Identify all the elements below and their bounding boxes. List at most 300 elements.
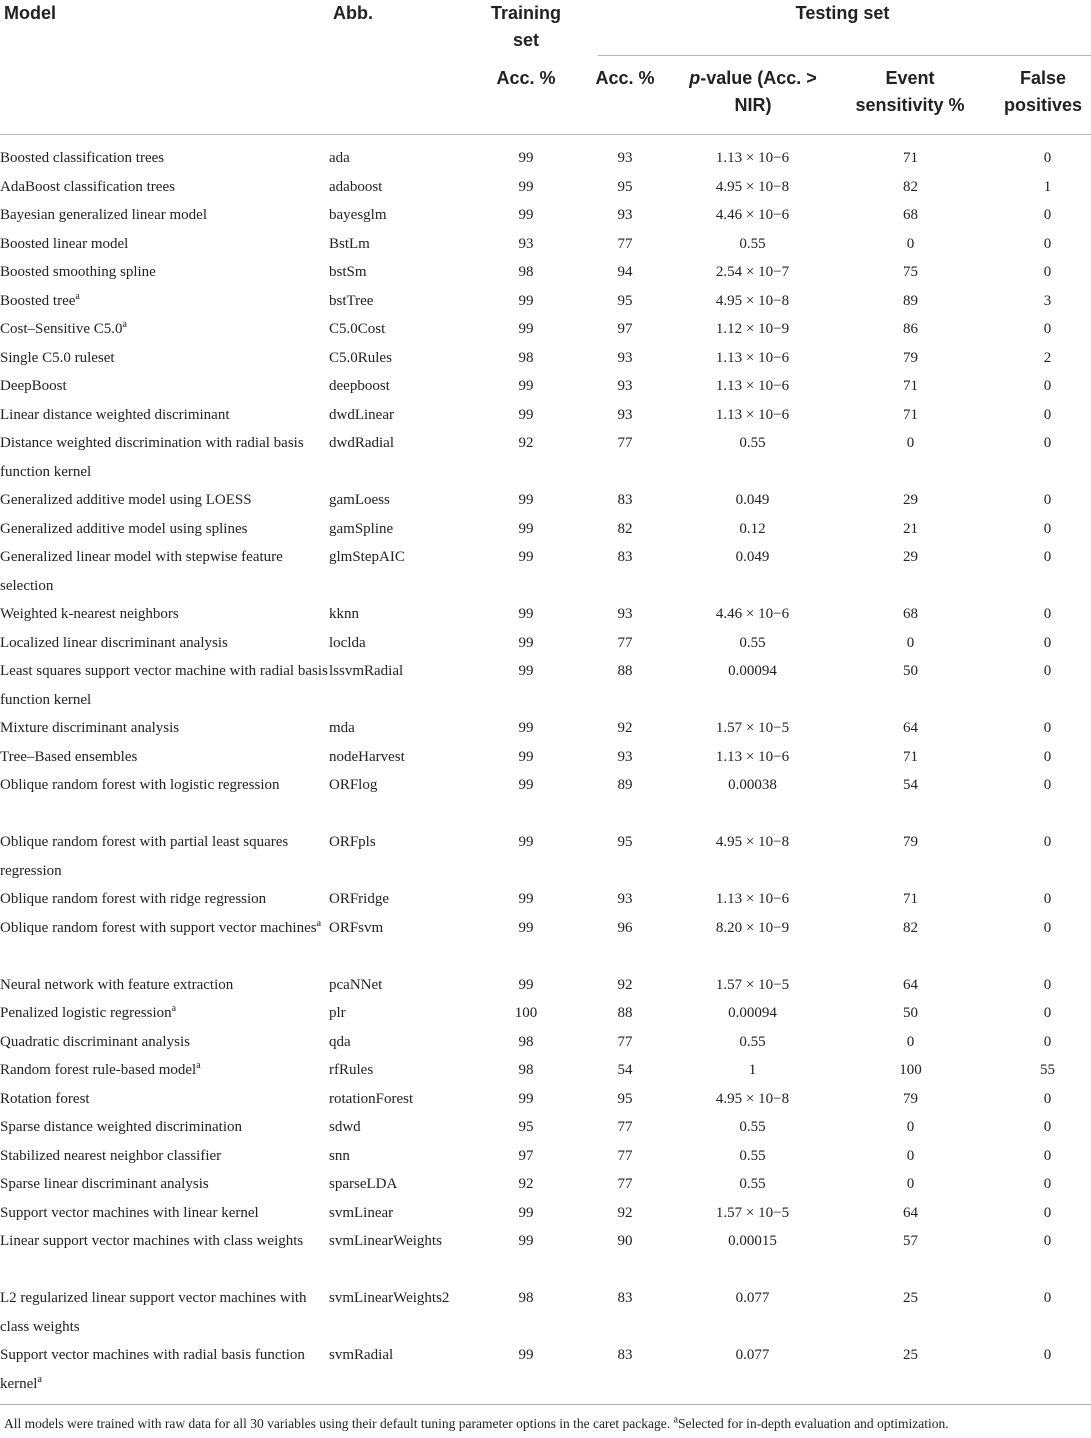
model-cell: Sparse distance weighted discrimination — [0, 1119, 243, 1135]
header-event-sensitivity: Event sensitivity % — [855, 68, 965, 115]
test-acc-cell: 92 — [617, 720, 633, 736]
header-bottom-rule — [0, 134, 1091, 135]
train-acc-cell: 98 — [518, 264, 534, 280]
false-positives-cell: 0 — [1043, 634, 1052, 651]
abb-cell: ada — [329, 150, 350, 166]
test-acc-cell: 93 — [617, 378, 633, 394]
model-cell: Random forest rule-based model$^a$ — [0, 1060, 201, 1078]
table-row — [0, 1113, 1091, 1142]
abb-cell: loclda — [329, 634, 366, 651]
event-sensitivity-cell: 68 — [903, 606, 918, 622]
false-positives-cell: 0 — [1043, 748, 1052, 765]
event-sensitivity-cell: 82 — [903, 919, 918, 936]
model-cell: Quadratic discriminant analysis — [0, 1033, 190, 1050]
false-positives-cell: 0 — [1043, 976, 1052, 993]
train-acc-cell: 99 — [518, 406, 534, 423]
pvalue-cell: 0.55 — [739, 634, 766, 651]
table-row — [0, 629, 1091, 658]
table-row — [0, 258, 1091, 287]
false-positives-cell: 0 — [1043, 549, 1052, 565]
abb-cell: C5.0Rules — [329, 349, 392, 366]
pvalue-cell: 0.55 — [739, 1033, 766, 1050]
pvalue-cell: 0.55 — [739, 1176, 766, 1192]
table-row — [0, 287, 1091, 316]
test-acc-cell: 93 — [617, 606, 633, 622]
abb-cell: bayesglm — [329, 207, 387, 223]
test-acc-cell: 77 — [617, 634, 633, 651]
abb-cell: gamSpline — [329, 520, 394, 537]
false-positives-cell: 1 — [1043, 178, 1052, 195]
pvalue-cell: 1.13 × 10−6 — [715, 748, 790, 765]
table-row — [0, 543, 1091, 600]
table-row — [0, 999, 1091, 1028]
test-acc-cell: 88 — [617, 663, 633, 679]
model-cell: Stabilized nearest neighbor classifier — [0, 1147, 222, 1164]
results-table-body — [0, 144, 1091, 1398]
event-sensitivity-cell: 0 — [906, 634, 915, 651]
table-row — [0, 1056, 1091, 1085]
event-sensitivity-cell: 100 — [899, 1062, 922, 1078]
header-false-positives: False positives — [1003, 68, 1083, 115]
model-cell: Distance weighted discrimination with radial basis function kernel — [0, 435, 304, 480]
model-cell: Mixture discriminant analysis — [0, 720, 180, 736]
pvalue-cell: 0.077 — [735, 1290, 770, 1306]
pvalue-cell: 1 — [748, 1062, 757, 1078]
train-acc-cell: 93 — [518, 235, 534, 252]
table-row — [0, 1028, 1091, 1057]
event-sensitivity-cell: 0 — [906, 1119, 915, 1135]
model-cell: Boosted smoothing spline — [0, 264, 156, 280]
abb-cell: rfRules — [329, 1062, 374, 1078]
event-sensitivity-cell: 0 — [906, 1176, 915, 1192]
false-positives-cell: 55 — [1040, 1062, 1055, 1078]
model-cell: DeepBoost — [0, 378, 67, 394]
pvalue-cell: 0.00038 — [728, 777, 777, 793]
abb-cell: BstLm — [329, 235, 370, 252]
test-acc-cell: 92 — [617, 1204, 633, 1221]
train-acc-cell: 99 — [518, 891, 534, 907]
test-acc-cell: 95 — [617, 1090, 633, 1107]
test-acc-cell: 83 — [617, 549, 633, 565]
model-cell: Sparse linear discriminant analysis — [0, 1176, 209, 1192]
abb-cell: mda — [329, 720, 355, 736]
pvalue-cell: 0.00094 — [728, 663, 777, 679]
train-acc-cell: 100 — [514, 1005, 538, 1021]
abb-cell: pcaNNet — [329, 976, 383, 993]
abb-cell: rotationForest — [329, 1090, 414, 1107]
event-sensitivity-cell: 79 — [903, 349, 918, 366]
table-row — [0, 486, 1091, 515]
model-cell: Single C5.0 ruleset — [0, 349, 115, 366]
train-acc-cell: 99 — [518, 1233, 534, 1249]
train-acc-cell: 99 — [518, 777, 534, 793]
test-acc-cell: 77 — [617, 235, 633, 252]
false-positives-cell: 0 — [1043, 1090, 1052, 1107]
abb-cell: svmLinearWeights — [329, 1233, 442, 1249]
pvalue-cell: 0.55 — [739, 1147, 766, 1164]
table-row — [0, 429, 1091, 486]
test-acc-cell: 93 — [617, 349, 633, 366]
pvalue-cell: 2.54 × 10−7 — [715, 264, 790, 280]
table-row — [0, 515, 1091, 544]
pvalue-cell: 4.95 × 10−8 — [715, 292, 790, 309]
event-sensitivity-cell: 79 — [903, 834, 918, 850]
event-sensitivity-cell: 89 — [903, 292, 918, 309]
abb-cell: ORFsvm — [329, 919, 384, 936]
train-acc-cell: 99 — [518, 520, 534, 537]
pvalue-cell: 1.13 × 10−6 — [715, 349, 790, 366]
false-positives-cell: 0 — [1043, 207, 1052, 223]
model-cell: Support vector machines with radial basis function kernel$^a$ — [0, 1347, 305, 1392]
footnote-marker: a — [171, 1003, 177, 1014]
table-row — [0, 971, 1091, 1000]
header-training-set: Training set — [490, 3, 561, 50]
false-positives-cell: 0 — [1043, 406, 1052, 423]
model-cell: Penalized logistic regression$^a$ — [0, 1003, 177, 1021]
test-acc-cell: 92 — [617, 976, 633, 993]
table-row — [0, 372, 1091, 401]
footnote-marker: a — [75, 290, 80, 302]
train-acc-cell: 99 — [518, 1347, 534, 1363]
model-cell: Boosted classification trees — [0, 150, 165, 166]
train-acc-cell: 99 — [518, 492, 534, 508]
results-table — [0, 144, 1091, 1398]
model-cell: Oblique random forest with support vector machines$^a$ — [0, 917, 322, 936]
abb-cell: ORFlog — [329, 777, 378, 793]
test-acc-cell: 95 — [617, 178, 633, 195]
false-positives-cell: 2 — [1043, 349, 1052, 366]
table-row — [0, 743, 1091, 772]
false-positives-cell: 0 — [1043, 1176, 1052, 1192]
model-cell: Cost–Sensitive C5.0$^a$ — [0, 319, 127, 337]
train-acc-cell: 99 — [518, 606, 534, 622]
model-cell: Tree–Based ensembles — [0, 748, 138, 765]
table-row — [0, 173, 1091, 202]
train-acc-cell: 99 — [518, 150, 534, 166]
test-acc-cell: 97 — [617, 321, 633, 337]
abb-cell: svmLinearWeights2 — [329, 1290, 450, 1306]
train-acc-cell: 98 — [518, 1033, 534, 1050]
event-sensitivity-cell: 25 — [903, 1347, 918, 1363]
false-positives-cell: 0 — [1043, 150, 1052, 166]
table-bottom-rule — [0, 1404, 1091, 1405]
train-acc-cell: 99 — [518, 720, 534, 736]
pvalue-cell: 4.95 × 10−8 — [715, 178, 790, 195]
abb-cell: kknn — [329, 606, 359, 622]
event-sensitivity-cell: 21 — [903, 520, 918, 537]
abb-cell: nodeHarvest — [329, 748, 405, 765]
train-acc-cell: 99 — [518, 292, 534, 309]
train-acc-cell: 99 — [518, 378, 534, 394]
header-testing-set: Testing set — [795, 3, 890, 23]
event-sensitivity-cell: 29 — [903, 492, 918, 508]
false-positives-cell: 0 — [1043, 1347, 1052, 1363]
table-row — [0, 1170, 1091, 1199]
false-positives-cell: 0 — [1043, 1290, 1052, 1306]
train-acc-cell: 99 — [518, 748, 534, 765]
table-row — [0, 1142, 1091, 1171]
abb-cell: dwdRadial — [329, 435, 394, 451]
table-row — [0, 714, 1091, 743]
test-acc-cell: 93 — [617, 150, 633, 166]
pvalue-cell: 4.95 × 10−8 — [715, 1090, 790, 1107]
abb-cell: bstTree — [329, 292, 374, 309]
false-positives-cell: 0 — [1043, 435, 1052, 451]
event-sensitivity-cell: 71 — [903, 748, 918, 765]
pvalue-cell: 1.13 × 10−6 — [715, 406, 790, 423]
table-row — [0, 401, 1091, 430]
pvalue-cell: 1.57 × 10−5 — [715, 976, 790, 993]
event-sensitivity-cell: 64 — [903, 976, 918, 993]
test-acc-cell: 77 — [617, 435, 633, 451]
table-row — [0, 828, 1091, 885]
train-acc-cell: 99 — [518, 1090, 534, 1107]
abb-cell: gamLoess — [329, 492, 390, 508]
pvalue-cell: 0.55 — [739, 235, 766, 252]
event-sensitivity-cell: 82 — [903, 178, 918, 195]
abb-cell: C5.0Cost — [329, 321, 386, 337]
event-sensitivity-cell: 54 — [903, 777, 918, 793]
abb-cell: glmStepAIC — [329, 549, 405, 565]
pvalue-cell: 1.12 × 10−9 — [715, 321, 790, 337]
train-acc-cell: 99 — [518, 207, 534, 223]
pvalue-cell: 4.46 × 10−6 — [715, 606, 790, 622]
table-row — [0, 600, 1091, 629]
event-sensitivity-cell: 0 — [906, 1033, 915, 1050]
false-positives-cell: 0 — [1043, 834, 1052, 850]
model-cell: Localized linear discriminant analysis — [0, 634, 228, 651]
test-acc-cell: 83 — [617, 1290, 633, 1306]
test-acc-cell: 77 — [617, 1033, 633, 1050]
test-acc-cell: 83 — [617, 492, 633, 508]
model-cell: Least squares support vector machine with radial basis function kernel — [0, 663, 328, 708]
train-acc-cell: 99 — [518, 634, 534, 651]
event-sensitivity-cell: 71 — [903, 150, 918, 166]
false-positives-cell: 0 — [1043, 264, 1052, 280]
test-acc-cell: 54 — [617, 1062, 633, 1078]
false-positives-cell: 0 — [1043, 1204, 1052, 1221]
train-acc-cell: 99 — [518, 834, 534, 850]
model-cell: Linear support vector machines with class weights — [0, 1233, 304, 1249]
train-acc-cell: 98 — [518, 1290, 534, 1306]
train-acc-cell: 92 — [518, 435, 534, 451]
header-model: Model — [4, 3, 56, 23]
train-acc-cell: 99 — [518, 549, 534, 565]
pvalue-cell: 0.00094 — [728, 1005, 777, 1021]
event-sensitivity-cell: 71 — [903, 406, 918, 423]
table-row — [0, 1227, 1091, 1284]
footnote-marker: a — [316, 917, 322, 929]
event-sensitivity-cell: 0 — [906, 1147, 915, 1164]
abb-cell: deepboost — [329, 378, 390, 394]
footnote: All models were trained with raw data for all 30 variables using their default tuning parameter options in the caret package. $^a$Selected for in-depth evaluation and optimization. — [4, 1414, 949, 1431]
model-cell: Generalized additive model using LOESS — [0, 492, 252, 508]
pvalue-cell: 0.55 — [739, 1119, 766, 1135]
train-acc-cell: 98 — [518, 1062, 534, 1078]
abb-cell: qda — [329, 1033, 351, 1050]
test-acc-cell: 82 — [617, 520, 633, 537]
abb-cell: snn — [329, 1147, 350, 1164]
test-acc-cell: 93 — [617, 406, 633, 423]
false-positives-cell: 0 — [1043, 891, 1052, 907]
false-positives-cell: 3 — [1043, 292, 1052, 309]
event-sensitivity-cell: 25 — [903, 1290, 918, 1306]
table-row — [0, 1341, 1091, 1398]
false-positives-cell: 0 — [1043, 606, 1052, 622]
model-cell: Rotation forest — [0, 1090, 90, 1107]
model-cell: Generalized additive model using splines — [0, 520, 248, 537]
pvalue-cell: 0.55 — [739, 435, 766, 451]
abb-cell: ORFridge — [329, 891, 389, 907]
event-sensitivity-cell: 71 — [903, 378, 918, 394]
pvalue-cell: 0.049 — [735, 492, 770, 508]
train-acc-cell: 99 — [518, 178, 534, 195]
test-acc-cell: 83 — [617, 1347, 633, 1363]
abb-cell: sparseLDA — [329, 1176, 398, 1192]
pvalue-cell: 1.57 × 10−5 — [715, 1204, 790, 1221]
train-acc-cell: 99 — [518, 976, 534, 993]
pvalue-cell: 8.20 × 10−9 — [715, 919, 790, 936]
train-acc-cell: 99 — [518, 663, 534, 679]
test-acc-cell: 95 — [617, 292, 633, 309]
model-cell: Boosted linear model — [0, 235, 129, 252]
model-cell: Neural network with feature extraction — [0, 976, 234, 993]
event-sensitivity-cell: 64 — [903, 720, 918, 736]
event-sensitivity-cell: 29 — [903, 549, 918, 565]
train-acc-cell: 99 — [518, 321, 534, 337]
table-row — [0, 885, 1091, 914]
test-acc-cell: 89 — [617, 777, 633, 793]
model-cell: Support vector machines with linear kernel — [0, 1204, 259, 1221]
table-row — [0, 144, 1091, 173]
test-acc-cell: 93 — [617, 891, 633, 907]
train-acc-cell: 97 — [518, 1147, 534, 1164]
header-abb: Abb. — [333, 3, 373, 23]
model-cell: AdaBoost classification trees — [0, 178, 175, 195]
event-sensitivity-cell: 57 — [903, 1233, 918, 1249]
table-row — [0, 201, 1091, 230]
event-sensitivity-cell: 86 — [903, 321, 918, 337]
event-sensitivity-cell: 0 — [906, 235, 915, 252]
event-sensitivity-cell: 71 — [903, 891, 918, 907]
test-acc-cell: 94 — [617, 264, 633, 280]
test-acc-cell: 93 — [617, 207, 633, 223]
abb-cell: plr — [329, 1005, 346, 1021]
false-positives-cell: 0 — [1043, 1147, 1052, 1164]
pvalue-cell: 1.57 × 10−5 — [715, 720, 790, 736]
model-cell: Oblique random forest with ridge regression — [0, 891, 267, 907]
test-acc-cell: 88 — [617, 1005, 633, 1021]
train-acc-cell: 98 — [518, 349, 534, 366]
false-positives-cell: 0 — [1043, 1005, 1052, 1021]
test-acc-cell: 95 — [617, 834, 633, 850]
model-cell: Generalized linear model with stepwise feature selection — [0, 549, 283, 594]
testing-set-rule — [598, 55, 1091, 56]
test-acc-cell: 77 — [617, 1147, 633, 1164]
footnote-marker: a — [37, 1373, 42, 1385]
train-acc-cell: 92 — [518, 1176, 534, 1192]
footnote-marker: a — [196, 1060, 201, 1071]
abb-cell: svmRadial — [329, 1347, 394, 1363]
event-sensitivity-cell: 75 — [903, 264, 918, 280]
train-acc-cell: 95 — [518, 1119, 534, 1135]
abb-cell: bstSm — [329, 264, 367, 280]
false-positives-cell: 0 — [1043, 777, 1052, 793]
event-sensitivity-cell: 79 — [903, 1090, 918, 1107]
event-sensitivity-cell: 50 — [903, 663, 918, 679]
table-row — [0, 1199, 1091, 1228]
false-positives-cell: 0 — [1043, 235, 1052, 252]
model-cell: L2 regularized linear support vector machines with class weights — [0, 1290, 307, 1335]
false-positives-cell: 0 — [1043, 520, 1052, 537]
table-row — [0, 1284, 1091, 1341]
false-positives-cell: 0 — [1043, 492, 1052, 508]
footnote-marker: a — [122, 319, 127, 330]
model-cell: Oblique random forest with logistic regression — [0, 777, 280, 793]
model-cell: Bayesian generalized linear model — [0, 207, 207, 223]
abb-cell: dwdLinear — [329, 406, 394, 423]
test-acc-cell: 90 — [617, 1233, 633, 1249]
table-row — [0, 771, 1091, 828]
model-cell: Weighted k-nearest neighbors — [0, 606, 179, 622]
abb-cell: svmLinear — [329, 1204, 394, 1221]
train-acc-cell: 99 — [518, 919, 534, 936]
false-positives-cell: 0 — [1043, 1233, 1052, 1249]
abb-cell: adaboost — [329, 178, 383, 195]
model-cell: Linear distance weighted discriminant — [0, 406, 230, 423]
test-acc-cell: 77 — [617, 1176, 633, 1192]
false-positives-cell: 0 — [1043, 321, 1052, 337]
pvalue-cell: 4.46 × 10−6 — [715, 207, 790, 223]
test-acc-cell: 77 — [617, 1119, 633, 1135]
header-pvalue: p-value (Acc. > NIR) — [689, 68, 817, 115]
false-positives-cell: 0 — [1043, 663, 1052, 679]
abb-cell: sdwd — [329, 1119, 361, 1135]
event-sensitivity-cell: 50 — [903, 1005, 918, 1021]
header-test-acc: Acc. % — [595, 68, 655, 88]
false-positives-cell: 0 — [1043, 919, 1052, 936]
table-row — [0, 657, 1091, 714]
pvalue-cell: 4.95 × 10−8 — [715, 834, 790, 850]
pvalue-cell: 0.00015 — [728, 1233, 777, 1249]
pvalue-cell: 1.13 × 10−6 — [715, 378, 790, 394]
pvalue-cell: 1.13 × 10−6 — [715, 891, 790, 907]
pvalue-cell: 1.13 × 10−6 — [715, 150, 790, 166]
false-positives-cell: 0 — [1043, 1119, 1052, 1135]
test-acc-cell: 93 — [617, 748, 633, 765]
event-sensitivity-cell: 0 — [906, 435, 915, 451]
pvalue-cell: 0.049 — [735, 549, 770, 565]
abb-cell: lssvmRadial — [329, 663, 404, 679]
false-positives-cell: 0 — [1043, 1033, 1052, 1050]
pvalue-cell: 0.12 — [739, 520, 766, 537]
pvalue-cell: 0.077 — [735, 1347, 770, 1363]
event-sensitivity-cell: 68 — [903, 207, 918, 223]
event-sensitivity-cell: 64 — [903, 1204, 918, 1221]
table-row — [0, 914, 1091, 971]
table-row — [0, 1085, 1091, 1114]
false-positives-cell: 0 — [1043, 720, 1052, 736]
table-row — [0, 344, 1091, 373]
header-train-acc: Acc. % — [496, 68, 556, 88]
table-row — [0, 230, 1091, 259]
test-acc-cell: 96 — [617, 919, 633, 936]
train-acc-cell: 99 — [518, 1204, 534, 1221]
model-cell: Oblique random forest with partial least squares regression — [0, 834, 289, 879]
false-positives-cell: 0 — [1043, 378, 1052, 394]
model-cell: Boosted tree$^a$ — [0, 290, 80, 309]
abb-cell: ORFpls — [329, 834, 376, 850]
